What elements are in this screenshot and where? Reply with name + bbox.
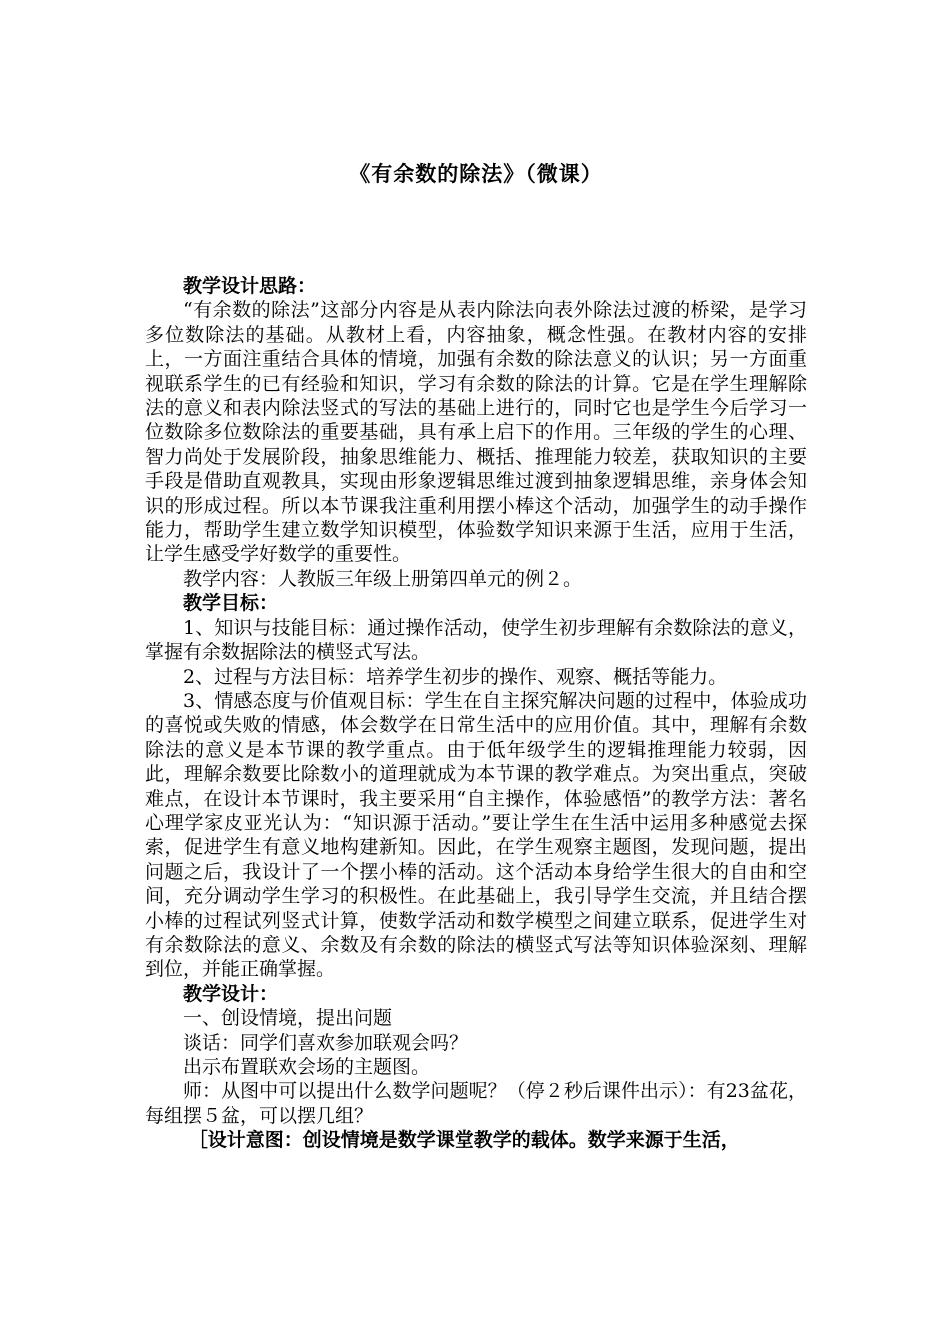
teaching-goals-heading: 教学目标： (183, 592, 279, 615)
talk-line: 谈话：同学们喜欢参加联观会吗？ (183, 1031, 469, 1054)
step-one-heading: 一、创设情境，提出问题 (183, 1007, 393, 1030)
show-line: 出示布置联欢会场的主题图。 (183, 1056, 431, 1078)
document-body (145, 274, 807, 1153)
design-intent-line: ［设计意图：创设情境是数学课堂教学的载体。数学来源于生活， (188, 1129, 740, 1152)
teaching-design-heading: 教学设计： (183, 982, 279, 1005)
goal-emotion: 3、情感态度与价值观目标：学生在自主探究解决问题的过程中，体验成功的喜悦或失败的情感，体会数学在日常生活中的应用价值。其中，理解有余数除法的意义是本节课的教学重点。由于低年级学生的逻辑推理能力较弱，因此，理解余数要比除数小的道理就成为本节课的教学难点。为突出重点，突破难点，在设计本节课时，我主要采用“自主操作，体验感悟”的教学方法：著名心理学家皮亚光认为：“知识源于活动。”要让学生在生活中运用多种感觉去探索，促进学生有意义地构建新知。因此，在学生观察主题图，发现问题，提出问题之后，我设计了一个摆小棒的活动。这个活动本身给学生很大的自由和空间，充分调动学生学习的积极性。在此基础上，我引导学生交流，并且结合摆小棒的过程试列竖式计算，使数学活动和数学模型之间建立联系，促进学生对有余数除法的意义、余数及有余数的除法的横竖式写法等知识体验深刻、理解到位，并能正确掌握。 (145, 689, 807, 981)
design-idea-paragraph: “有余数的除法”这部分内容是从表内除法向表外除法过渡的桥梁，是学习多位数除法的基础。从教材上看，内容抽象，概念性强。在教材内容的安排上，一方面注重结合具体的情境，加强有余数的除法意义的认识；另一方面重视联系学生的已有经验和知识，学习有余数的除法的计算。它是在学生理解除法的意义和表内除法竖式的写法的基础上进行的，同时它也是学生今后学习一位数除多位数除法的重要基础，具有承上启下的作用。三年级的学生的心理、智力尚处于发展阶段，抽象思维能力、概括、推理能力较差，获取知识的主要手段是借助直观教具，实现由形象逻辑思维过渡到抽象逻辑思维，亲身体会知识的形成过程。所以本节课我注重利用摆小棒这个活动，加强学生的动手操作能力，帮助学生建立数学知识模型，体验数学知识来源于生活，应用于生活，让学生感受学好数学的重要性。 (145, 299, 807, 566)
design-idea-heading: 教学设计思路： (183, 275, 317, 297)
goal-process: 2、过程与方法目标：培养学生初步的操作、观察、概括等能力。 (183, 665, 728, 688)
teacher-question: 师：从图中可以提出什么数学问题呢？（停２秒后课件出示）：有23盆花，每组摆５盆，可以摆几组？ (145, 1080, 807, 1127)
document-title: 《有余数的除法》（微课） (349, 161, 603, 186)
goal-knowledge: 1、知识与技能目标：通过操作活动，使学生初步理解有余数除法的意义，掌握有余数据除法的横竖式写法。 (145, 616, 807, 664)
teaching-content-line: 教学内容：人教版三年级上册第四单元的例２。 (183, 567, 583, 590)
